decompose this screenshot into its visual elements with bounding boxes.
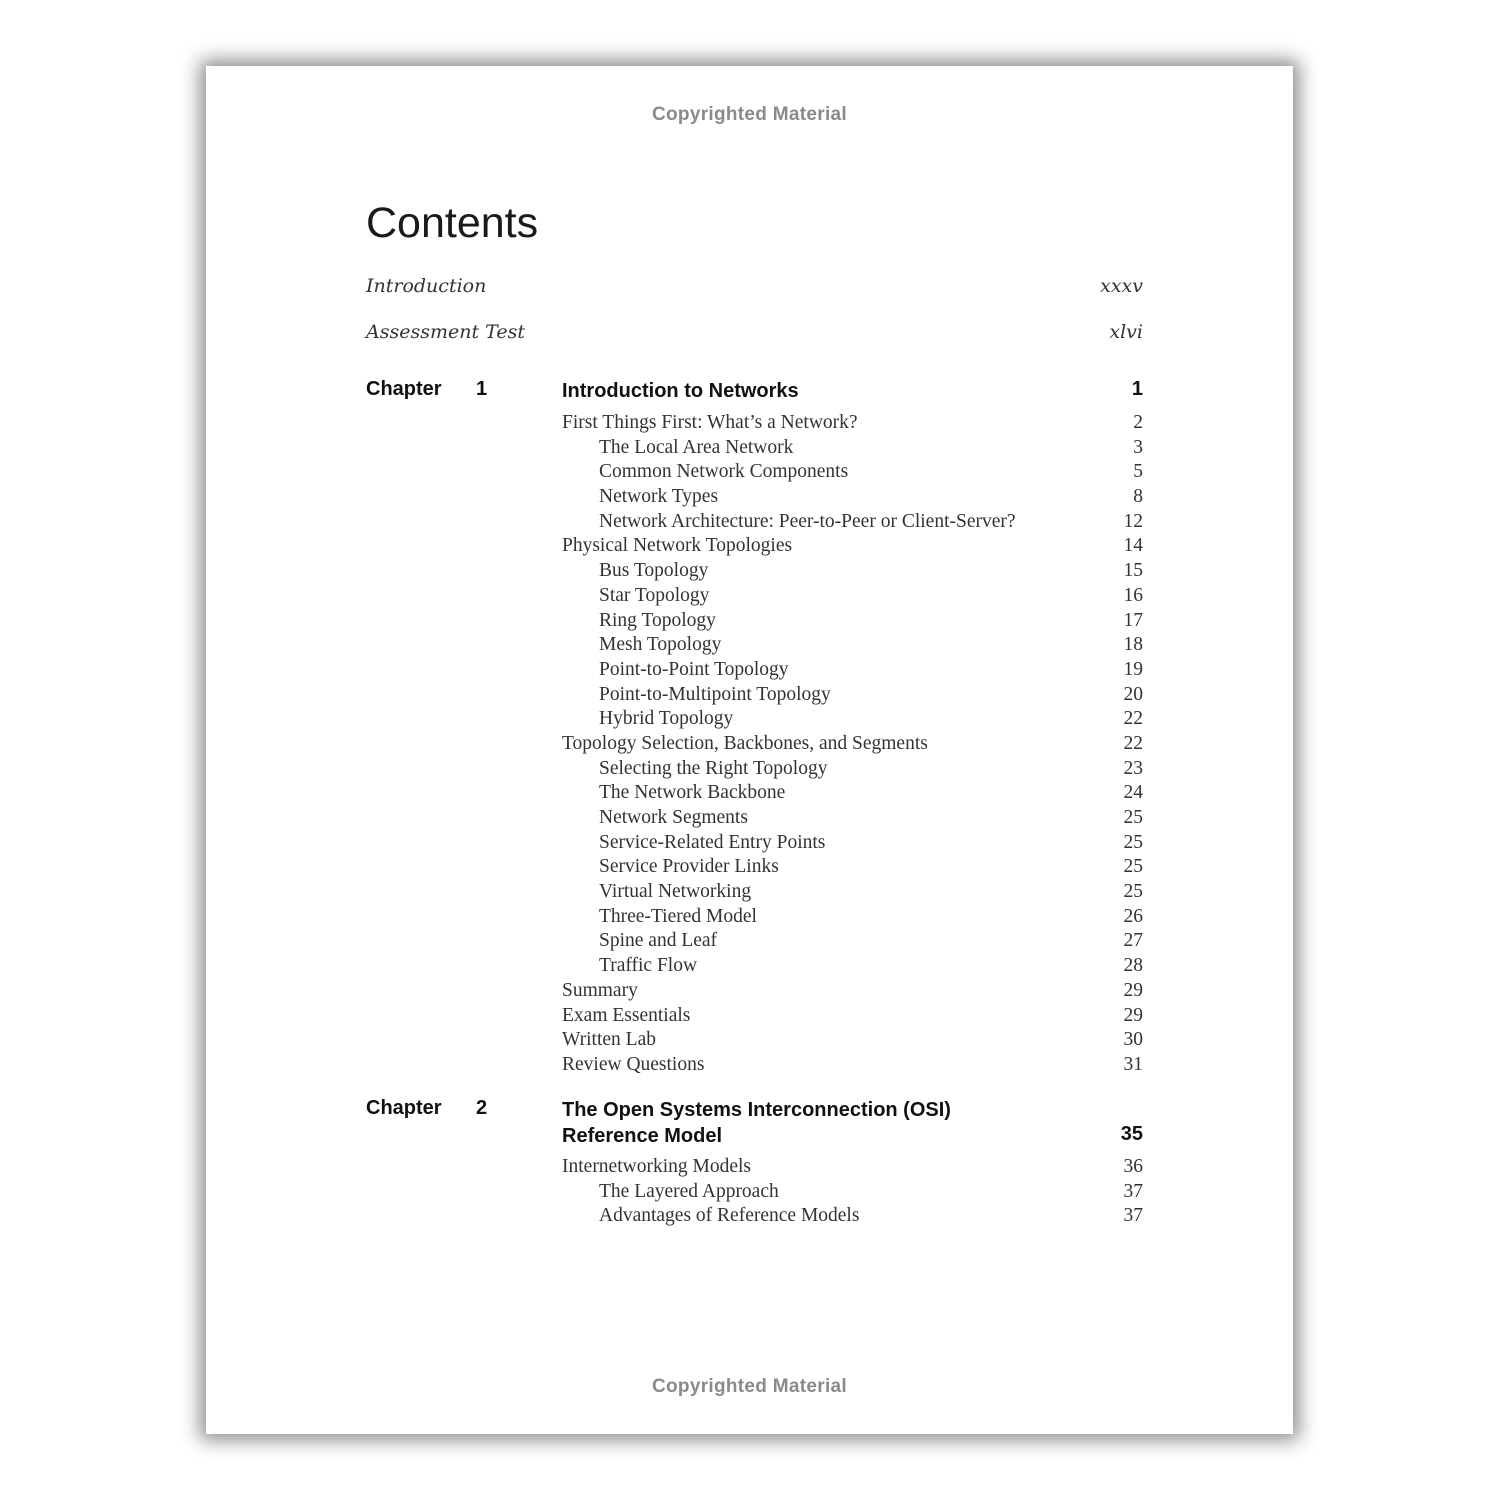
toc-entry[interactable] bbox=[562, 485, 1143, 510]
toc-entry[interactable] bbox=[562, 954, 1143, 979]
toc-entry-label: Spine and Leaf bbox=[599, 930, 718, 952]
toc-entry-page: 25 bbox=[1123, 856, 1143, 878]
toc-entry-page: 37 bbox=[1123, 1180, 1143, 1202]
toc-entry-page: 26 bbox=[1123, 905, 1143, 927]
toc-entry-label: Internetworking Models bbox=[562, 1156, 752, 1177]
toc-entry-page: 22 bbox=[1123, 708, 1143, 730]
toc-entry-label: Physical Network Topologies bbox=[562, 535, 793, 557]
toc-entry[interactable] bbox=[562, 707, 1143, 732]
front-matter-introduction[interactable] bbox=[366, 275, 1143, 297]
toc-entry-label: Service Provider Links bbox=[599, 856, 779, 878]
toc-entry[interactable] bbox=[562, 757, 1143, 782]
toc-entry-page: 36 bbox=[1123, 1156, 1143, 1177]
toc-entry-label: Point-to-Point Topology bbox=[599, 658, 789, 680]
chapter-number: 2 bbox=[476, 1097, 488, 1119]
toc-entry-page: 5 bbox=[1133, 461, 1143, 483]
toc-entry-page: 28 bbox=[1123, 955, 1143, 977]
chapter-page: 1 bbox=[1131, 378, 1143, 400]
chapter-1-entries bbox=[562, 411, 1143, 1078]
toc-entry[interactable] bbox=[562, 534, 1143, 559]
toc-entry-label: The Local Area Network bbox=[599, 436, 794, 458]
toc-entry-page: 15 bbox=[1123, 560, 1143, 582]
toc-entry[interactable] bbox=[562, 609, 1143, 634]
toc-entry-label: Network Segments bbox=[599, 807, 748, 828]
toc-entry[interactable] bbox=[562, 831, 1143, 856]
toc-entry-label: Mesh Topology bbox=[599, 634, 722, 656]
toc-entry[interactable] bbox=[562, 855, 1143, 880]
chapter-title bbox=[562, 1097, 1042, 1149]
toc-entry[interactable] bbox=[562, 979, 1143, 1004]
toc-entry-page: 22 bbox=[1123, 732, 1143, 754]
toc-entry-page: 31 bbox=[1123, 1053, 1143, 1075]
chapter-word: Chapter bbox=[366, 378, 442, 400]
toc-entry-label: Written Lab bbox=[562, 1029, 656, 1051]
page-title: Contents bbox=[366, 199, 539, 247]
toc-entry-page: 20 bbox=[1123, 683, 1143, 705]
toc-entry-label: Hybrid Topology bbox=[599, 708, 734, 730]
front-matter-label: Introduction bbox=[366, 275, 487, 297]
toc-entry[interactable] bbox=[562, 559, 1143, 584]
toc-entry-label: Three-Tiered Model bbox=[599, 905, 757, 927]
toc-entry-page: 25 bbox=[1123, 807, 1143, 828]
front-matter-label: Assessment Test bbox=[366, 321, 525, 343]
toc-entry-page: 25 bbox=[1123, 831, 1143, 853]
toc-entry-label: Star Topology bbox=[599, 584, 710, 606]
toc-entry-label: Point-to-Multipoint Topology bbox=[599, 683, 831, 705]
toc-entry-page: 8 bbox=[1133, 486, 1143, 508]
front-matter-page: xxxv bbox=[1100, 275, 1143, 297]
toc-entry-page: 18 bbox=[1123, 634, 1143, 656]
toc-entry-page: 29 bbox=[1123, 979, 1143, 1001]
toc-entry-page: 12 bbox=[1123, 510, 1143, 532]
toc-entry-label: The Network Backbone bbox=[599, 782, 786, 804]
toc-entry[interactable] bbox=[562, 510, 1143, 535]
toc-entry[interactable] bbox=[562, 1204, 1143, 1229]
toc-entry-page: 3 bbox=[1133, 436, 1143, 458]
toc-entry-page: 16 bbox=[1123, 584, 1143, 606]
toc-entry[interactable] bbox=[562, 1180, 1143, 1205]
toc-entry[interactable] bbox=[562, 411, 1143, 436]
toc-entry[interactable] bbox=[562, 806, 1143, 831]
toc-entry-page: 24 bbox=[1123, 782, 1143, 804]
toc-entry[interactable] bbox=[562, 880, 1143, 905]
toc-entry-label: Exam Essentials bbox=[562, 1004, 691, 1026]
toc-entry[interactable] bbox=[562, 929, 1143, 954]
toc-entry[interactable] bbox=[562, 1155, 1143, 1180]
chapter-2-entries bbox=[562, 1155, 1143, 1229]
copyright-footer: Copyrighted Material bbox=[652, 1376, 847, 1397]
toc-entry[interactable] bbox=[562, 658, 1143, 683]
toc-entry-page: 14 bbox=[1123, 535, 1143, 557]
chapter-title: Introduction to Networks bbox=[562, 380, 799, 402]
chapter-title-line-2: Reference Model bbox=[562, 1125, 723, 1147]
toc-entry-label: Common Network Components bbox=[599, 461, 849, 483]
toc-entry[interactable] bbox=[562, 732, 1143, 757]
copyright-header: Copyrighted Material bbox=[652, 104, 847, 125]
toc-entry[interactable] bbox=[562, 584, 1143, 609]
toc-entry-label: Summary bbox=[562, 979, 638, 1001]
toc-entry-label: Topology Selection, Backbones, and Segments bbox=[562, 732, 928, 754]
chapter-number: 1 bbox=[476, 378, 488, 400]
toc-entry[interactable] bbox=[562, 460, 1143, 485]
toc-entry[interactable] bbox=[562, 1028, 1143, 1053]
toc-entry-label: Advantages of Reference Models bbox=[599, 1205, 860, 1227]
toc-entry[interactable] bbox=[562, 436, 1143, 461]
chapter-word: Chapter bbox=[366, 1097, 442, 1119]
toc-entry-page: 19 bbox=[1123, 658, 1143, 680]
toc-entry-label: Service-Related Entry Points bbox=[599, 831, 826, 853]
toc-entry-page: 37 bbox=[1123, 1205, 1143, 1227]
toc-entry-label: Virtual Networking bbox=[599, 881, 752, 903]
book-page bbox=[206, 66, 1293, 1434]
toc-entry-label: Selecting the Right Topology bbox=[599, 757, 828, 779]
toc-entry-page: 29 bbox=[1123, 1004, 1143, 1026]
toc-entry-label: Network Architecture: Peer-to-Peer or Client-Server? bbox=[599, 510, 1016, 532]
toc-entry-label: Review Questions bbox=[562, 1053, 705, 1075]
front-matter-page: xlvi bbox=[1109, 321, 1143, 343]
front-matter-assessment-test[interactable] bbox=[366, 321, 1143, 343]
toc-entry-page: 2 bbox=[1133, 412, 1143, 433]
toc-entry-label: The Layered Approach bbox=[599, 1180, 779, 1202]
chapter-page: 35 bbox=[1120, 1123, 1143, 1145]
toc-entry-page: 17 bbox=[1123, 609, 1143, 631]
toc-entry-label: Bus Topology bbox=[599, 560, 709, 582]
toc-entry-label: Traffic Flow bbox=[599, 955, 698, 977]
chapter-title-line-1: The Open Systems Interconnection (OSI) bbox=[562, 1099, 951, 1121]
toc-entry[interactable] bbox=[562, 1053, 1143, 1078]
toc-entry[interactable] bbox=[562, 633, 1143, 658]
toc-entry-page: 27 bbox=[1123, 930, 1143, 952]
toc-entry-label: First Things First: What’s a Network? bbox=[562, 412, 858, 433]
toc-entry-page: 30 bbox=[1123, 1029, 1143, 1051]
toc-entry-page: 25 bbox=[1123, 881, 1143, 903]
toc-entry[interactable] bbox=[562, 1004, 1143, 1029]
toc-entry-page: 23 bbox=[1123, 757, 1143, 779]
toc-entry[interactable] bbox=[562, 683, 1143, 708]
toc-entry-label: Ring Topology bbox=[599, 609, 716, 631]
toc-entry[interactable] bbox=[562, 781, 1143, 806]
toc-entry[interactable] bbox=[562, 905, 1143, 930]
toc-entry-label: Network Types bbox=[599, 486, 719, 508]
